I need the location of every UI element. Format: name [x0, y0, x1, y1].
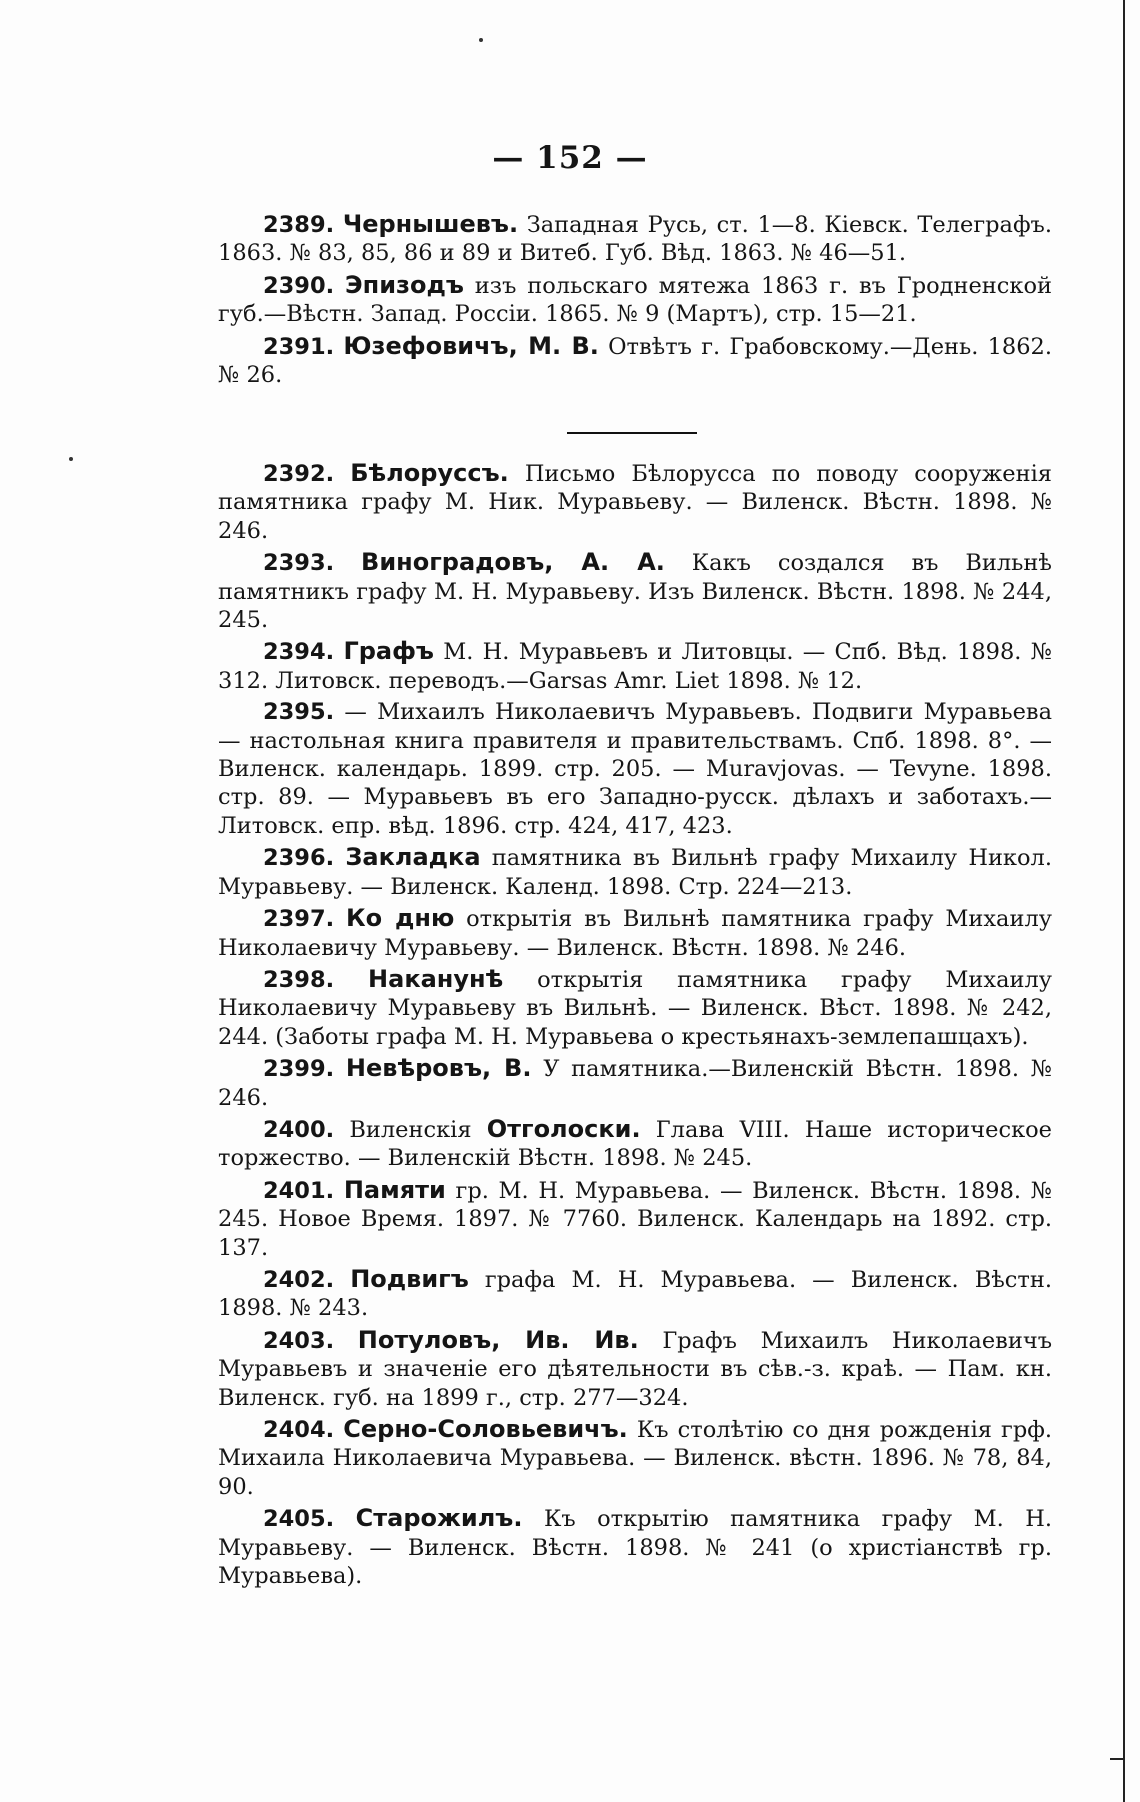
bibliography-entry — [218, 1326, 1052, 1412]
entry-number: 2402. — [263, 1266, 335, 1293]
entry-heading: Виноградовъ, А. А. — [361, 548, 665, 577]
entry-text: Какъ создался въ Вильнѣ памятникъ графу М. Н. Муравьеву. Изъ Виленск. Вѣстн. 1898. № 244, 245. — [218, 550, 1052, 634]
entry-text: памятника въ Вильнѣ графу Михаилу Никол. Муравьеву. — Виленск. Календ. 1898. Стр. 224—213. — [218, 845, 1052, 900]
entry-number: 2395. — [263, 699, 335, 726]
entry-heading: Серно-Соловьевичъ. — [343, 1415, 628, 1443]
entry-number: 2399. — [263, 1056, 335, 1083]
entry-number: 2401. — [263, 1177, 335, 1204]
bibliography-entry — [218, 459, 1052, 545]
bibliography-entry — [218, 843, 1052, 901]
entry-heading: Потуловъ, Ив. Ив. — [357, 1325, 639, 1354]
entry-heading: Эпизодъ — [345, 270, 464, 299]
entry-number: 2394. — [263, 639, 335, 666]
section-divider — [567, 432, 697, 434]
bibliography-entry — [218, 698, 1052, 840]
entries-group-top — [218, 210, 1052, 392]
entry-number: 2392. — [263, 461, 335, 487]
entry-number: 2403. — [263, 1327, 335, 1354]
bibliography-entry — [218, 1176, 1052, 1262]
bibliography-entry — [218, 1415, 1052, 1501]
bibliography-entry — [218, 1265, 1052, 1323]
entry-heading: Чернышевъ. — [342, 210, 519, 238]
bibliography-entry — [218, 548, 1052, 634]
entry-number: 2397. — [263, 906, 335, 933]
entry-text: графа М. Н. Муравьева. — Виленск. Вѣстн. 1898. № 243. — [218, 1266, 1052, 1322]
entry-heading: Старожилъ. — [355, 1504, 523, 1533]
entry-text: Графъ Михаилъ Николаевичъ Муравьевъ и значеніе его дѣятельности въ сѣв.-з. краѣ. — Пам. кн. Виленск. губ. на 1899 г., стр. 277—324. — [218, 1327, 1053, 1411]
bibliography-entry — [218, 1504, 1052, 1590]
entry-number: 2398. — [263, 966, 335, 993]
entry-text: Письмо Бѣлорусса по поводу сооруженія памятника графу М. Ник. Муравьеву. — Виленск. Вѣстн. 1898. № 246. — [218, 461, 1053, 544]
entry-text: гр. М. Н. Муравьева. — Виленск. Вѣстн. 1898. № 245. Новое Время. 1897. № 7760. Виленск. Календарь на 1892. стр. 137. — [218, 1177, 1053, 1261]
scan-edge-mark — [1110, 1758, 1124, 1760]
entry-text: открытія памятника графу Михаилу Николаевичу Муравьеву въ Вильнѣ. — Виленск. Вѣст. 1898. № 242, 244. (Заботы графа М. Н. Муравьева о крестьянахъ-землепашцахъ). — [218, 966, 1053, 1050]
entry-number: 2400. — [263, 1116, 335, 1143]
bibliography-entry — [218, 965, 1052, 1051]
bibliography-entry — [218, 904, 1052, 962]
entry-text: Отвѣтъ г. Грабовскому.—День. 1862. № 26. — [218, 333, 1053, 389]
entry-number: 2404. — [263, 1417, 335, 1443]
print-speck — [69, 457, 73, 461]
entry-heading: Юзефовичъ, М. В. — [343, 331, 599, 360]
entry-text: М. Н. Муравьевъ и Литовцы. — Спб. Вѣд. 1898. № 312. Литовск. переводъ.—Garsas Amr. Liet 1898. № 12. — [218, 639, 1053, 694]
entry-text-prefix: Виленскія — [349, 1116, 472, 1143]
page-number: — 152 — — [492, 140, 648, 176]
entry-text: открытія въ Вильнѣ памятника графу Михаилу Николаевичу Муравьеву. — Виленск. Вѣстн. 1898. № 246. — [218, 906, 1052, 961]
entry-text: изъ польскаго мятежа 1863 г. въ Гродненской губ.—Вѣстн. Запад. Россiи. 1865. № 9 (Мартъ), стр. 15—21. — [218, 272, 1053, 328]
print-speck — [479, 38, 483, 42]
entry-number: 2391. — [263, 333, 335, 360]
bibliography-entry — [218, 637, 1052, 695]
entry-text: У памятника.—Виленскій Вѣстн. 1898. № 246. — [218, 1056, 1053, 1111]
bibliography-entry — [218, 271, 1052, 329]
entry-heading: Невѣровъ, В. — [345, 1054, 532, 1083]
entry-heading: Подвигъ — [350, 1264, 469, 1293]
bibliography-entry — [218, 1054, 1052, 1112]
entry-heading: Ко дню — [345, 904, 455, 933]
entry-heading: Бѣлоруссъ. — [350, 459, 509, 487]
bibliography-entry — [218, 1115, 1052, 1173]
entry-text: — Михаилъ Николаевичъ Муравьевъ. Подвиги Муравьева — настольная книга правителя и правительствамъ. Спб. 1898. 8°. — Виленск. календарь. 1899. стр. 205. — Muravjovas. — Tevyne. 1898. стр. 89. — Муравьевъ въ его Западно-русск. дѣлахъ и заботахъ.—Литовск. епр. вѣд. 1896. стр. 424, 417, 423. — [218, 699, 1053, 839]
entry-number: 2389. — [263, 212, 335, 238]
entry-heading: Наканунѣ — [368, 964, 504, 993]
scan-edge-line — [1123, 0, 1125, 1802]
entry-heading: Графъ — [343, 637, 434, 666]
bibliography-entry — [218, 332, 1052, 390]
entry-number: 2405. — [263, 1506, 335, 1533]
entry-number: 2396. — [263, 845, 335, 872]
entry-text: Глава VIII. Наше историческое торжество. — Виленскій Вѣстн. 1898. № 245. — [218, 1116, 1052, 1172]
entry-text: Къ столѣтію со дня рожденія грф. Михаила Николаевича Муравьева. — Виленск. вѣстн. 1896. № 78, 84, 90. — [218, 1417, 1053, 1500]
entry-heading: Памяти — [343, 1175, 446, 1204]
entry-heading: Закладка — [345, 843, 481, 872]
entry-text: Западная Русь, ст. 1—8. Кіевск. Телеграфъ. 1863. № 83, 85, 86 и 89 и Витеб. Губ. Вѣд. 1863. № 46—51. — [218, 212, 1053, 267]
entry-number: 2393. — [263, 550, 335, 577]
entry-text: Къ открытію памятника графу М. Н. Муравьеву. — Виленск. Вѣстн. 1898. № 241 (о христіанствѣ гр. Муравьева). — [218, 1506, 1053, 1590]
entries-group-bottom — [218, 459, 1052, 1593]
entry-heading: Отголоски. — [486, 1114, 641, 1143]
bibliography-entry — [218, 210, 1052, 268]
entry-number: 2390. — [263, 272, 335, 299]
